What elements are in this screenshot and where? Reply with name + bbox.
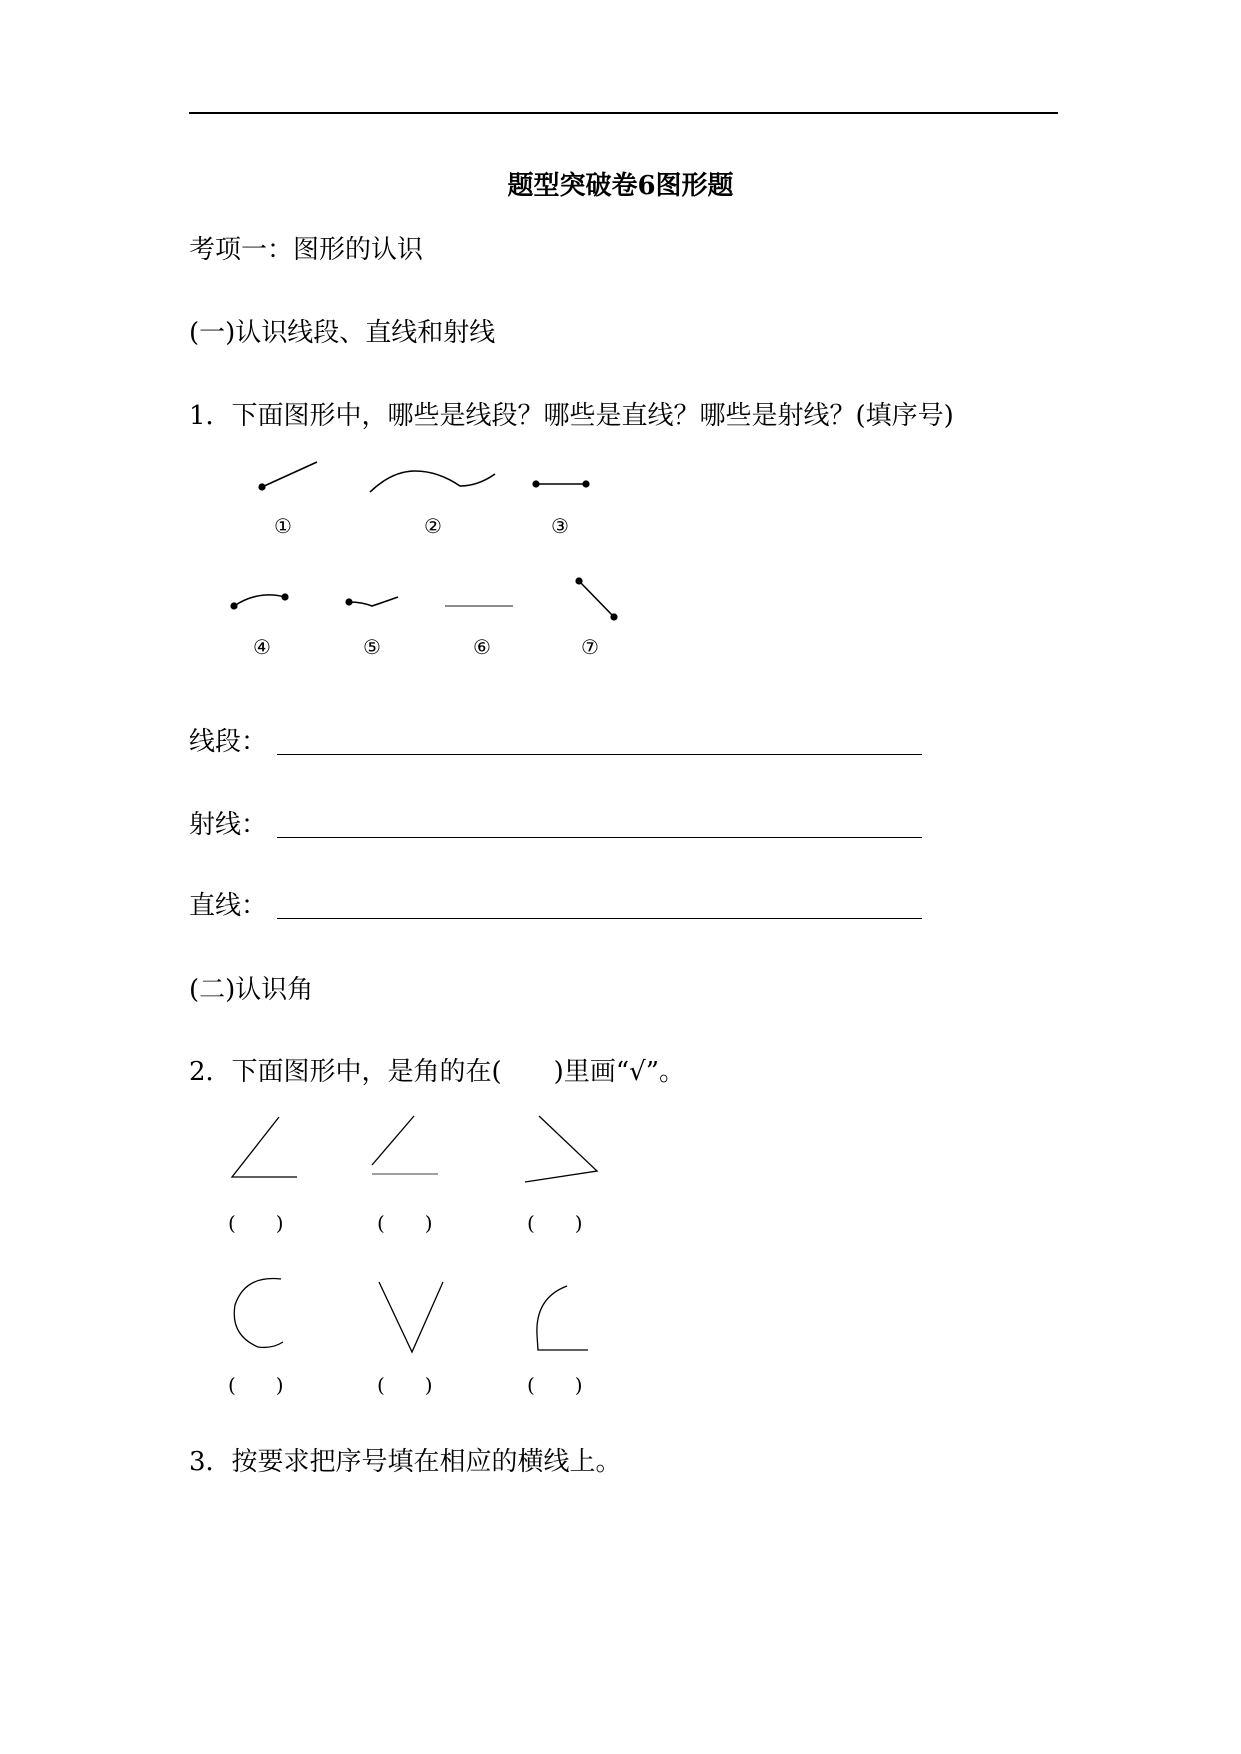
figure-label-7: ⑦ xyxy=(581,635,599,659)
angle-figure-5 xyxy=(379,1282,443,1352)
answer-paren-3[interactable]: ( ) xyxy=(527,1211,583,1235)
question-2: 2．下面图形中，是角的在( )里画“√”。 xyxy=(189,1057,685,1087)
figure-7-segment xyxy=(576,578,617,620)
subsection-heading-lines: (一)认识线段、直线和射线 xyxy=(189,318,496,348)
answer-paren-4[interactable]: ( ) xyxy=(228,1373,284,1397)
angle-figure-1 xyxy=(232,1117,297,1177)
answer-paren-2[interactable]: ( ) xyxy=(377,1211,433,1235)
answer-paren-6[interactable]: ( ) xyxy=(527,1373,583,1397)
answer-blank-segment[interactable] xyxy=(277,754,922,755)
question-3: 3．按要求把序号填在相应的横线上。 xyxy=(189,1447,622,1477)
angle-figure-2 xyxy=(372,1116,438,1174)
figure-5-curve xyxy=(346,597,398,606)
answer-blank-line[interactable] xyxy=(277,918,922,919)
figure-label-5: ⑤ xyxy=(363,635,381,659)
answer-label-segment: 线段： xyxy=(189,727,268,757)
figure-label-4: ④ xyxy=(253,635,271,659)
figure-2-curve xyxy=(370,471,495,492)
figure-label-1: ① xyxy=(274,514,292,538)
question-1: 1．下面图形中，哪些是线段？哪些是直线？哪些是射线？(填序号) xyxy=(189,401,954,431)
answer-label-line: 直线： xyxy=(189,891,268,921)
figure-3-segment xyxy=(533,481,589,487)
figure-label-2: ② xyxy=(424,514,442,538)
page-title: 题型突破卷6图形题 xyxy=(507,171,734,201)
answer-paren-1[interactable]: ( ) xyxy=(228,1211,284,1235)
figure-4-arc xyxy=(231,594,288,609)
figure-label-6: ⑥ xyxy=(473,635,491,659)
figure-1-ray xyxy=(259,462,317,490)
answer-blank-ray[interactable] xyxy=(277,837,922,838)
angle-figure-4-arc xyxy=(234,1279,283,1348)
angle-figure-3 xyxy=(525,1116,597,1182)
angle-figure-6 xyxy=(537,1286,588,1350)
answer-label-ray: 射线： xyxy=(189,810,268,840)
figure-label-3: ③ xyxy=(551,514,569,538)
subsection-heading-angles: (二)认识角 xyxy=(189,975,314,1005)
answer-paren-5[interactable]: ( ) xyxy=(377,1373,433,1397)
section-heading: 考项一：图形的认识 xyxy=(189,235,424,265)
